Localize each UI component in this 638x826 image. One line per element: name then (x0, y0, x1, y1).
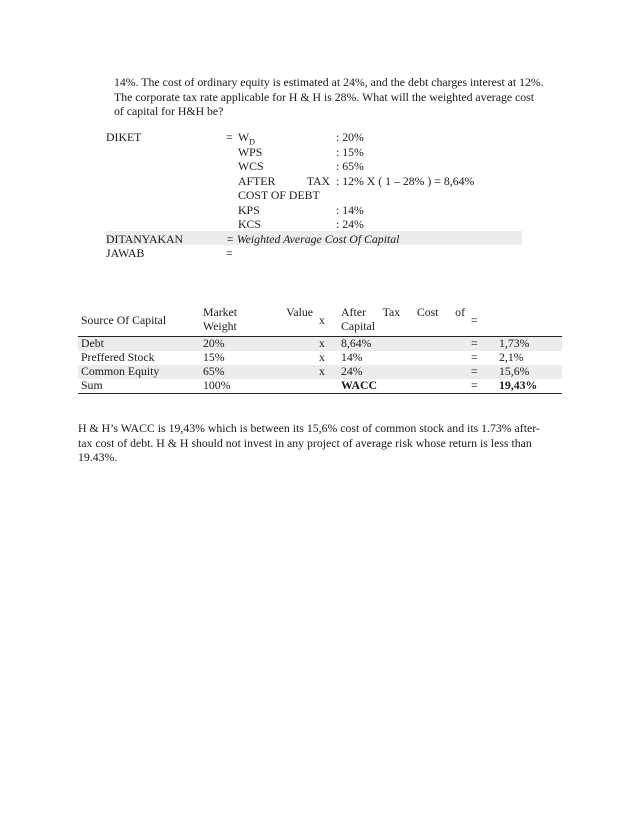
header-equals: = (471, 313, 478, 328)
wacc-table (78, 306, 562, 394)
row-source: Preffered Stock (81, 350, 155, 365)
header-source: Source Of Capital (81, 313, 167, 328)
row-equals: = (468, 379, 496, 394)
row-source: Sum (78, 379, 200, 394)
row-equals: = (468, 365, 496, 379)
row-wacc-label: WACC (338, 379, 468, 394)
row-equals: = (471, 350, 478, 365)
conclusion-line: 19.43%. (78, 450, 118, 465)
row-equals: = (468, 337, 496, 352)
intro-line: of capital for H&H be? (114, 104, 224, 119)
conclusion-line: H & H’s WACC is 19,43% which is between its 15,6% cost of common stock and its 1.73% after- (78, 421, 540, 435)
wcs-label: WCS (238, 159, 264, 173)
row-x (316, 379, 338, 394)
wd-label: $W_D$ (238, 130, 255, 147)
jawab-value: = (226, 246, 233, 260)
intro-line: 14%. The cost of ordinary equity is estimated at 24%, and the debt charges interest at 12%. (114, 75, 544, 89)
row-cost: 14% (341, 350, 363, 365)
after-tax-value: : 12% X ( 1 – 28% ) = 8,64% (336, 173, 475, 188)
row-x: x (316, 337, 338, 352)
table-row-sum (78, 379, 562, 394)
intro-paragraph (114, 75, 564, 119)
diket-equals: = (226, 130, 233, 144)
after-tax-label: AFTER TAX (238, 173, 330, 188)
header-market-value-weight: Market Value Weight (203, 305, 313, 333)
table-row (78, 337, 562, 352)
row-cost: 24% (338, 365, 468, 379)
row-wacc-result: 19,43% (496, 379, 562, 394)
table-row (78, 351, 562, 365)
conclusion-line: tax cost of debt. H & H should not invest in any project of average risk whose return is less than (78, 435, 532, 450)
row-source: Debt (78, 337, 200, 352)
header-result (496, 306, 562, 337)
wcs-value: : 65% (336, 159, 364, 173)
kps-label: KPS (238, 202, 260, 217)
ditanyakan-label: DITANYAKAN (106, 231, 184, 246)
kcs-label: KCS (238, 217, 261, 231)
kps-value: : 14% (336, 202, 364, 217)
row-weight: 65% (200, 365, 316, 379)
header-x: x (319, 313, 325, 328)
row-x: x (316, 365, 338, 379)
cost-of-debt-label: COST OF DEBT (238, 188, 320, 202)
row-cost: 8,64% (338, 337, 468, 352)
jawab-label: JAWAB (106, 246, 145, 260)
conclusion-paragraph (78, 421, 562, 465)
wd-value: : 20% (336, 130, 364, 144)
table-row (78, 365, 562, 379)
intro-line: The corporate tax rate applicable for H & H is 28%. What will the weighted average cost (114, 89, 535, 104)
row-source: Common Equity (78, 365, 200, 379)
row-weight: 100% (200, 379, 316, 394)
table-header-row (78, 306, 562, 337)
kcs-value: : 24% (336, 217, 364, 231)
wps-label: WPS (238, 144, 263, 159)
row-x: x (319, 350, 325, 365)
givens-block (106, 130, 522, 260)
row-weight: 15% (203, 350, 225, 365)
row-result: 1,73% (496, 337, 562, 352)
row-weight: 20% (200, 337, 316, 352)
diket-label: DIKET (106, 130, 142, 144)
ditanyakan-value: = Weighted Average Cost Of Capital (226, 231, 400, 246)
row-result: 2,1% (499, 350, 524, 365)
header-after-tax-cost: After Tax Cost of Capital (341, 305, 465, 333)
row-result: 15,6% (496, 365, 562, 379)
wps-value: : 15% (336, 144, 364, 159)
